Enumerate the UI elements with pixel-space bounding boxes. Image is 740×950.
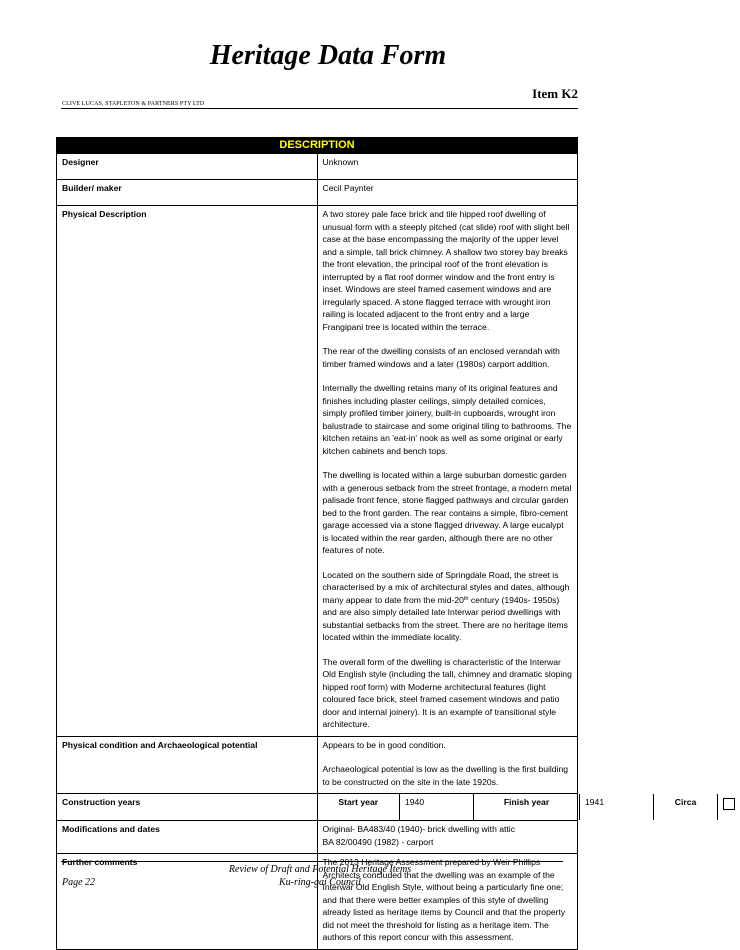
description-paragraph: A two storey pale face brick and tile hipped roof dwelling of unusual form with a steeply pitched (cat slide) roof with slight bell case at the base encompassing the majority of the upper level and a simple, tall brick chimney. A shallow two storey bay breaks the front elevation, the principal roof of the front elevation is interrupted by a flat roof dormer window and the front entry is inset. Windows are steel framed casement windows and are irregularly spaced. A stone flagged terrace with wrought iron railing is located adjacent to the front entry and a large Frangipani tree is located within the terrace. <box>322 209 570 332</box>
description-paragraph-locality <box>323 569 573 644</box>
further-comments-label: Further comments <box>57 854 318 950</box>
item-number: Item K2 <box>532 86 578 101</box>
modifications-value <box>317 821 578 854</box>
page-number: Page 22 <box>62 877 96 888</box>
condition-value <box>317 736 578 794</box>
condition-label: Physical condition and Archaeological potential <box>57 736 318 794</box>
description-paragraph: The rear of the dwelling consists of an enclosed verandah with timber framed windows and a later (1980s) carport addition. <box>322 346 560 369</box>
modifications-label: Modifications and dates <box>57 821 318 854</box>
construction-years-label: Construction years <box>57 794 318 821</box>
modification-entry: BA 82/00490 (1982) - carport <box>322 836 434 847</box>
description-paragraph: Internally the dwelling retains many of its original features and finishes including plaster ceilings, simply detailed cornices, simply profiled timber joinery, built-in cupboards, wrought iron balustrade to staircase and some original tiling to bathrooms. The kitchen retains an 'eat-in' nook as well as some original or early kitchen cabinets and bench tops. <box>322 383 572 456</box>
header-rule <box>61 108 578 109</box>
description-paragraph: The dwelling is located within a large suburban domestic garden with a generous setback from the street frontage, a modern metal palisade front fence, stone flagged pathways and circular garden bed to the front garden. The rear contains a simple, fibro-cement garage accessed via a stone flagged driveway. A large eucalypt is located within the rear garden, although there are no other features of note. <box>322 470 572 555</box>
heritage-data-table <box>56 137 697 950</box>
condition-paragraph: Appears to be in good condition. <box>322 739 446 750</box>
physical-description-value <box>317 206 578 737</box>
locality-text-cont: century (1940s- 1950s) and are also simply detailed late Interwar period dwellings with substantial setbacks from the street. There are no heritage items located within the immediate locality. <box>322 594 568 642</box>
finish-year-value: 1941 <box>580 794 654 820</box>
construction-years-cell <box>317 794 697 821</box>
footer-council: Ku-ring-gai Council <box>279 876 361 888</box>
firm-name: CLIVE LUCAS, STAPLETON & PARTNERS PTY LTD <box>62 101 205 107</box>
page-title: Heritage Data Form <box>209 40 447 71</box>
construction-years-table <box>318 794 740 820</box>
further-comments-value: The 2013 Heritage Assessment prepared by Weir Phillips Architects concluded that the dwelling was an example of the Interwar Old English Style, without being a particularly fine one; and that there were better examples of this style of dwelling already listed as heritage items by Council and that the property did not meet the threshold for listing as a heritage item. The authors of this report concur with this assessment. <box>317 854 578 950</box>
finish-year-label: Finish year <box>474 794 580 820</box>
footer-caption <box>0 864 640 889</box>
description-paragraph: The overall form of the dwelling is characteristic of the Interwar Old English style (including the tall, chimney and dramatic sloping hipped roof form) with Moderne architectural features (light coloured face brick, steel framed casement windows and patio door and internal joinery). It is an example of transitional style architecture. <box>322 656 572 729</box>
circa-checkbox-cell <box>718 794 740 820</box>
circa-checkbox[interactable] <box>723 798 735 810</box>
builder-label: Builder/ maker <box>57 180 318 206</box>
archaeology-paragraph: Archaeological potential is low as the dwelling is the first building to be constructed on the site in the late 1920s. <box>322 764 569 787</box>
start-year-label: Start year <box>338 797 379 807</box>
builder-value: Cecil Paynter <box>317 180 578 206</box>
section-title: DESCRIPTION <box>57 138 578 154</box>
designer-value: Unknown <box>317 154 578 180</box>
physical-description-label: Physical Description <box>57 206 318 737</box>
start-year-value: 1940 <box>400 794 474 820</box>
modification-entry: Original- BA483/40 (1940)- brick dwelling with attic <box>322 824 515 834</box>
designer-label: Designer <box>57 154 318 180</box>
footer-rule <box>61 861 563 862</box>
locality-text: Located on the southern side of Springdale Road, the street is characterised by a mix of architectural styles and dates, although many appear to date from the mid-20 <box>322 569 570 605</box>
footer-review-line: Review of Draft and Potential Heritage Items <box>228 864 412 875</box>
ordinal-suffix: th <box>463 595 469 602</box>
circa-label: Circa <box>654 794 718 820</box>
